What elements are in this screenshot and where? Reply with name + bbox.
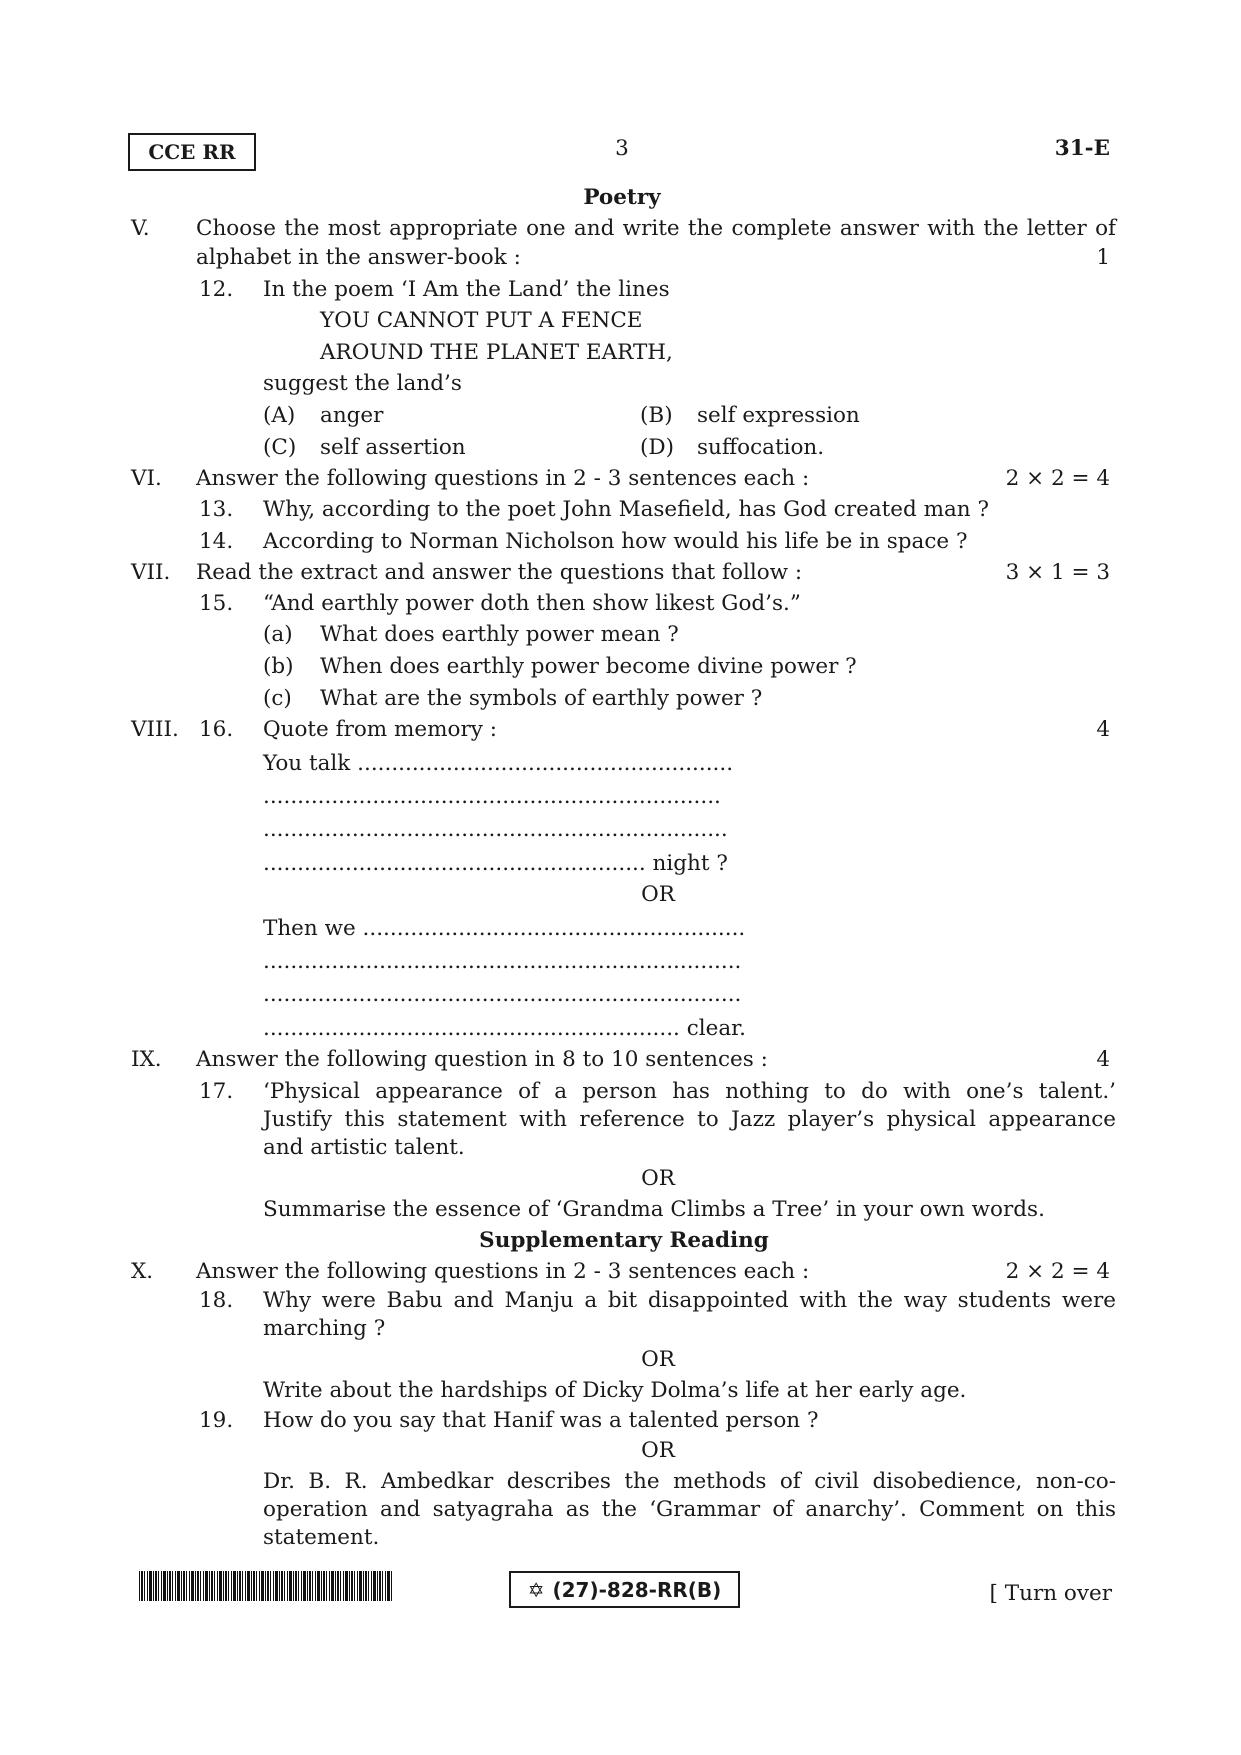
sub-label: (b) <box>263 654 294 679</box>
question-number: 19. <box>199 1408 234 1433</box>
question-text: Read the extract and answer the questions that follow : <box>196 560 803 585</box>
question-text: ‘Physical appearance of a person has nothing to do with one’s talent.’ <box>263 1079 1116 1104</box>
question-number: 15. <box>199 591 234 616</box>
question-number: VII. <box>131 560 171 585</box>
turn-over-note: [ Turn over <box>989 1581 1112 1606</box>
question-text: In the poem ‘I Am the Land’ the lines <box>263 277 670 302</box>
question-number: IX. <box>131 1047 162 1072</box>
question-text: Answer the following question in 8 to 10 sentences : <box>196 1047 768 1072</box>
quoted-line: YOU CANNOT PUT A FENCE <box>320 308 643 333</box>
option-text: anger <box>320 403 384 428</box>
question-number: 18. <box>199 1288 234 1313</box>
question-text: and artistic talent. <box>263 1135 465 1160</box>
paper-code: 31-E <box>1054 136 1110 161</box>
sub-label: (c) <box>263 686 292 711</box>
question-text: operation and satyagraha as the ‘Grammar of anarchy’. Comment on this <box>263 1497 1116 1522</box>
sub-question: When does earthly power become divine power ? <box>320 654 857 679</box>
booklet-code-box <box>509 1571 740 1608</box>
option-text: suffocation. <box>697 435 825 460</box>
option-label: (D) <box>640 435 675 460</box>
question-text: marching ? <box>263 1316 386 1341</box>
sub-question: What does earthly power mean ? <box>320 622 679 647</box>
question-number: 16. <box>199 717 234 742</box>
option-text: self expression <box>697 403 860 428</box>
question-text: Dr. B. R. Ambedkar describes the methods of civil disobedience, non-co- <box>263 1469 1116 1494</box>
barcode <box>139 1571 393 1601</box>
memory-line: ...................................................................... <box>263 949 742 974</box>
question-text: “And earthly power doth then show likest God’s.” <box>263 591 801 616</box>
or-separator: OR <box>641 1347 675 1372</box>
question-number: 12. <box>199 277 234 302</box>
section-title-supplementary: Supplementary Reading <box>479 1228 769 1253</box>
question-text: Justify this statement with reference to Jazz player’s physical appearance <box>263 1107 1116 1132</box>
star-icon: ✡ <box>527 1577 545 1602</box>
question-number: 14. <box>199 529 234 554</box>
question-number: VIII. <box>131 717 179 742</box>
question-number: VI. <box>131 466 162 491</box>
exam-code: CCE RR <box>148 140 236 164</box>
question-text: Answer the following questions in 2 - 3 sentences each : <box>196 1259 810 1284</box>
or-separator: OR <box>641 1166 675 1191</box>
question-text: Answer the following questions in 2 - 3 sentences each : <box>196 466 810 491</box>
booklet-code: (27)-828-RR(B) <box>552 1577 722 1602</box>
question-text: Why were Babu and Manju a bit disappointed with the way students were <box>263 1288 1116 1313</box>
question-text: statement. <box>263 1525 380 1550</box>
option-label: (C) <box>263 435 297 460</box>
option-label: (B) <box>640 403 673 428</box>
page-number: 3 <box>615 136 629 161</box>
marks: 4 <box>1096 717 1110 742</box>
question-text: How do you say that Hanif was a talented person ? <box>263 1408 819 1433</box>
question-text: Choose the most appropriate one and write the complete answer with the letter of <box>196 216 1116 241</box>
question-text: According to Norman Nicholson how would his life be in space ? <box>263 529 968 554</box>
memory-line: ................................................................... <box>263 784 721 809</box>
memory-line: Then we ........................................................ <box>263 916 746 941</box>
marks: 2 × 2 = 4 <box>1005 466 1110 491</box>
exam-code-box <box>128 133 256 171</box>
question-text: alphabet in the answer-book : <box>196 245 521 270</box>
or-separator: OR <box>641 1438 675 1463</box>
option-label: (A) <box>263 403 296 428</box>
memory-line: ........................................................ night ? <box>263 851 728 876</box>
question-number: 13. <box>199 497 234 522</box>
question-number: X. <box>131 1259 154 1284</box>
question-number: 17. <box>199 1079 234 1104</box>
memory-line: .................................................................... <box>263 817 728 842</box>
marks: 3 × 1 = 3 <box>1005 560 1110 585</box>
sub-label: (a) <box>263 622 293 647</box>
memory-line: You talk ....................................................... <box>263 751 734 776</box>
question-text: Summarise the essence of ‘Grandma Climbs a Tree’ in your own words. <box>263 1197 1045 1222</box>
memory-line: ...................................................................... <box>263 982 742 1007</box>
question-text: suggest the land’s <box>263 371 462 396</box>
marks: 2 × 2 = 4 <box>1005 1259 1110 1284</box>
marks: 1 <box>1096 245 1110 270</box>
question-text: Quote from memory : <box>263 717 497 742</box>
memory-line: ............................................................. clear. <box>263 1016 746 1041</box>
question-text: Write about the hardships of Dicky Dolma’s life at her early age. <box>263 1378 967 1403</box>
quoted-line: AROUND THE PLANET EARTH, <box>320 340 673 365</box>
or-separator: OR <box>641 882 675 907</box>
sub-question: What are the symbols of earthly power ? <box>320 686 763 711</box>
marks: 4 <box>1096 1047 1110 1072</box>
section-title-poetry: Poetry <box>583 185 661 210</box>
question-number: V. <box>131 216 150 241</box>
question-text: Why, according to the poet John Masefield, has God created man ? <box>263 497 990 522</box>
option-text: self assertion <box>320 435 466 460</box>
